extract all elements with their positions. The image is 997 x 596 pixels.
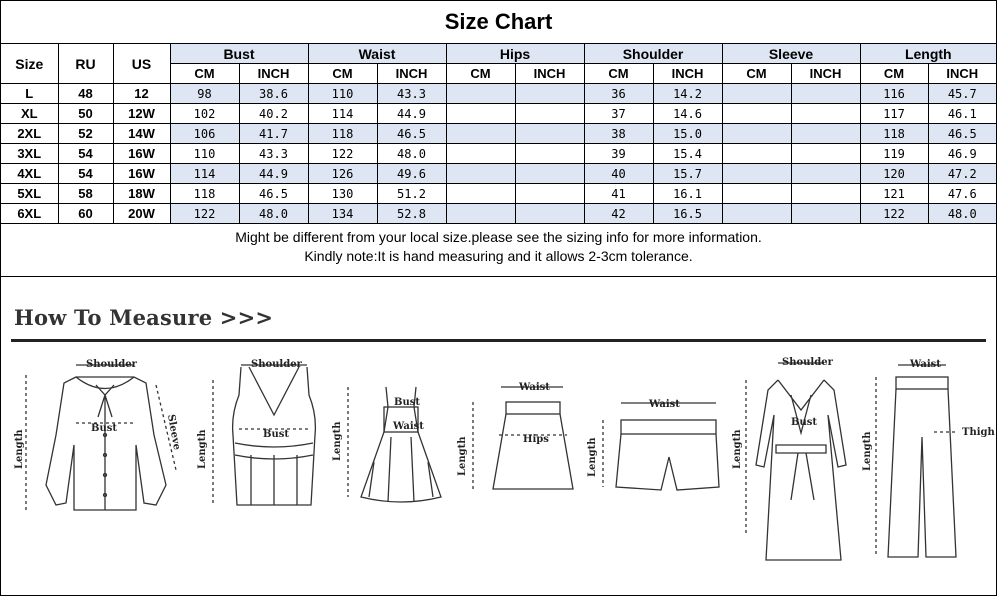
cell-waist-in: 49.6 (377, 164, 446, 184)
cell-length-cm: 120 (860, 164, 928, 184)
table-row (1, 84, 996, 104)
cell-bust-in: 46.5 (239, 184, 308, 204)
cell-waist-in: 51.2 (377, 184, 446, 204)
cell-sleeve-cm (722, 184, 791, 204)
header-length-cm: CM (860, 64, 928, 84)
cell-us: 12W (113, 104, 170, 124)
hips-label-4: Hips (523, 434, 549, 445)
notes (1, 224, 996, 277)
cell-hips-cm (446, 104, 515, 124)
cell-size: 4XL (1, 164, 58, 184)
length-label-4: Length (457, 436, 468, 476)
cell-bust-cm: 114 (170, 164, 239, 184)
cell-us: 18W (113, 184, 170, 204)
cell-shoulder-in: 16.5 (653, 204, 722, 224)
cell-sleeve-in (791, 164, 860, 184)
how-to-measure-heading: How To Measure >>> (14, 305, 274, 330)
cell-sleeve-cm (722, 104, 791, 124)
cell-sleeve-in (791, 204, 860, 224)
cell-us: 14W (113, 124, 170, 144)
cell-sleeve-in (791, 104, 860, 124)
cell-size: 3XL (1, 144, 58, 164)
header-us: US (113, 44, 170, 84)
cell-bust-in: 40.2 (239, 104, 308, 124)
cell-length-cm: 118 (860, 124, 928, 144)
cell-size: 5XL (1, 184, 58, 204)
cell-ru: 52 (58, 124, 113, 144)
header-row-groups (1, 44, 996, 64)
header-length-inch: INCH (928, 64, 996, 84)
cell-hips-cm (446, 124, 515, 144)
thigh-label-7: Thigh (962, 427, 995, 438)
bust-label-1: Bust (91, 423, 117, 434)
cell-waist-in: 48.0 (377, 144, 446, 164)
cell-bust-in: 48.0 (239, 204, 308, 224)
length-label-6: Length (732, 429, 743, 469)
cell-hips-in (515, 204, 584, 224)
cell-shoulder-in: 15.4 (653, 144, 722, 164)
cell-ru: 58 (58, 184, 113, 204)
shorts-illustration (587, 395, 726, 510)
cell-us: 16W (113, 164, 170, 184)
header-shoulder-cm: CM (584, 64, 653, 84)
cell-ru: 48 (58, 84, 113, 104)
length-label-2: Length (197, 429, 208, 469)
sleeve-label-1: Sleeve (165, 413, 183, 451)
table-row (1, 184, 996, 204)
bust-label-6: Bust (791, 417, 817, 428)
cell-length-cm: 119 (860, 144, 928, 164)
cell-bust-cm: 122 (170, 204, 239, 224)
cell-size: XL (1, 104, 58, 124)
cell-bust-cm: 98 (170, 84, 239, 104)
cell-waist-cm: 122 (308, 144, 377, 164)
cell-shoulder-in: 15.7 (653, 164, 722, 184)
cell-shoulder-cm: 39 (584, 144, 653, 164)
cell-size: 6XL (1, 204, 58, 224)
cell-hips-cm (446, 144, 515, 164)
cell-bust-in: 43.3 (239, 144, 308, 164)
cell-bust-cm: 118 (170, 184, 239, 204)
table-row (1, 164, 996, 184)
header-hips: Hips (446, 44, 584, 64)
note-line-2: Kindly note:It is hand measuring and it allows 2-3cm tolerance. (304, 248, 693, 264)
length-label-7: Length (862, 431, 873, 471)
header-sleeve-cm: CM (722, 64, 791, 84)
cell-waist-in: 52.8 (377, 204, 446, 224)
cell-waist-in: 46.5 (377, 124, 446, 144)
cell-size: L (1, 84, 58, 104)
cell-length-cm: 122 (860, 204, 928, 224)
cell-length-in: 46.9 (928, 144, 996, 164)
bust-label-3: Bust (394, 397, 420, 408)
cell-sleeve-in (791, 184, 860, 204)
cell-size: 2XL (1, 124, 58, 144)
waist-label-7: Waist (910, 359, 941, 370)
cell-shoulder-in: 14.2 (653, 84, 722, 104)
cell-hips-in (515, 84, 584, 104)
cell-length-in: 47.6 (928, 184, 996, 204)
cell-shoulder-in: 15.0 (653, 124, 722, 144)
cell-shoulder-cm: 38 (584, 124, 653, 144)
cell-bust-in: 44.9 (239, 164, 308, 184)
header-shoulder: Shoulder (584, 44, 722, 64)
note-line-1: Might be different from your local size.please see the sizing info for more information. (235, 229, 762, 245)
cell-shoulder-cm: 42 (584, 204, 653, 224)
cell-waist-cm: 118 (308, 124, 377, 144)
waist-label-3: Waist (393, 421, 424, 432)
cell-shoulder-in: 16.1 (653, 184, 722, 204)
header-shoulder-inch: INCH (653, 64, 722, 84)
header-size: Size (1, 44, 58, 84)
cell-waist-in: 44.9 (377, 104, 446, 124)
cell-ru: 50 (58, 104, 113, 124)
table-row (1, 144, 996, 164)
header-bust: Bust (170, 44, 308, 64)
cell-us: 20W (113, 204, 170, 224)
cell-hips-in (515, 184, 584, 204)
cell-length-in: 48.0 (928, 204, 996, 224)
cell-waist-cm: 126 (308, 164, 377, 184)
cell-bust-cm: 106 (170, 124, 239, 144)
header-length: Length (860, 44, 996, 64)
table-row (1, 124, 996, 144)
cell-bust-in: 41.7 (239, 124, 308, 144)
cell-length-cm: 121 (860, 184, 928, 204)
cell-length-cm: 116 (860, 84, 928, 104)
trousers-illustration (862, 357, 995, 542)
skirt-illustration (457, 377, 586, 512)
cell-shoulder-cm: 37 (584, 104, 653, 124)
cell-sleeve-in (791, 84, 860, 104)
table-row (1, 104, 996, 124)
header-hips-inch: INCH (515, 64, 584, 84)
cell-sleeve-cm (722, 204, 791, 224)
header-sleeve-inch: INCH (791, 64, 860, 84)
cell-us: 16W (113, 144, 170, 164)
header-ru: RU (58, 44, 113, 84)
cell-ru: 54 (58, 144, 113, 164)
header-hips-cm: CM (446, 64, 515, 84)
blouse-illustration (16, 355, 201, 520)
cell-shoulder-cm: 40 (584, 164, 653, 184)
cell-hips-in (515, 104, 584, 124)
table-row (1, 204, 996, 224)
cell-ru: 60 (58, 204, 113, 224)
cell-waist-cm: 114 (308, 104, 377, 124)
waist-label-5: Waist (649, 399, 680, 410)
dress-illustration (332, 377, 456, 522)
cell-hips-in (515, 164, 584, 184)
cell-bust-in: 38.6 (239, 84, 308, 104)
cell-ru: 54 (58, 164, 113, 184)
shoulder-label-2: Shoulder (251, 359, 302, 370)
cell-hips-cm (446, 204, 515, 224)
length-label-1: Length (14, 429, 25, 469)
header-waist: Waist (308, 44, 446, 64)
length-label-3: Length (332, 421, 343, 461)
cell-sleeve-cm (722, 84, 791, 104)
cell-waist-in: 43.3 (377, 84, 446, 104)
cell-length-in: 45.7 (928, 84, 996, 104)
how-to-measure-section (1, 277, 996, 594)
cell-us: 12 (113, 84, 170, 104)
cell-sleeve-cm (722, 144, 791, 164)
header-waist-cm: CM (308, 64, 377, 84)
cell-hips-in (515, 144, 584, 164)
cell-shoulder-in: 14.6 (653, 104, 722, 124)
bust-label-2: Bust (263, 429, 289, 440)
cell-hips-cm (446, 84, 515, 104)
cell-hips-cm (446, 164, 515, 184)
cell-length-in: 47.2 (928, 164, 996, 184)
header-waist-inch: INCH (377, 64, 446, 84)
cell-shoulder-cm: 36 (584, 84, 653, 104)
header-bust-cm: CM (170, 64, 239, 84)
header-bust-inch: INCH (239, 64, 308, 84)
header-sleeve: Sleeve (722, 44, 860, 64)
cell-waist-cm: 134 (308, 204, 377, 224)
shoulder-label-6: Shoulder (782, 357, 833, 368)
cell-sleeve-cm (722, 164, 791, 184)
cell-length-cm: 117 (860, 104, 928, 124)
cell-waist-cm: 110 (308, 84, 377, 104)
waist-label-4: Waist (519, 382, 550, 393)
cell-hips-cm (446, 184, 515, 204)
cell-bust-cm: 102 (170, 104, 239, 124)
top-illustration (197, 355, 331, 520)
length-label-5: Length (587, 437, 598, 477)
cell-shoulder-cm: 41 (584, 184, 653, 204)
chart-title: Size Chart (1, 1, 996, 44)
cell-sleeve-cm (722, 124, 791, 144)
heading-divider (11, 339, 986, 342)
cell-hips-in (515, 124, 584, 144)
cell-length-in: 46.5 (928, 124, 996, 144)
shoulder-label-1: Shoulder (86, 359, 137, 370)
cell-sleeve-in (791, 144, 860, 164)
cell-waist-cm: 130 (308, 184, 377, 204)
coat-illustration (732, 355, 861, 540)
cell-bust-cm: 110 (170, 144, 239, 164)
size-table (1, 44, 996, 224)
cell-sleeve-in (791, 124, 860, 144)
cell-length-in: 46.1 (928, 104, 996, 124)
